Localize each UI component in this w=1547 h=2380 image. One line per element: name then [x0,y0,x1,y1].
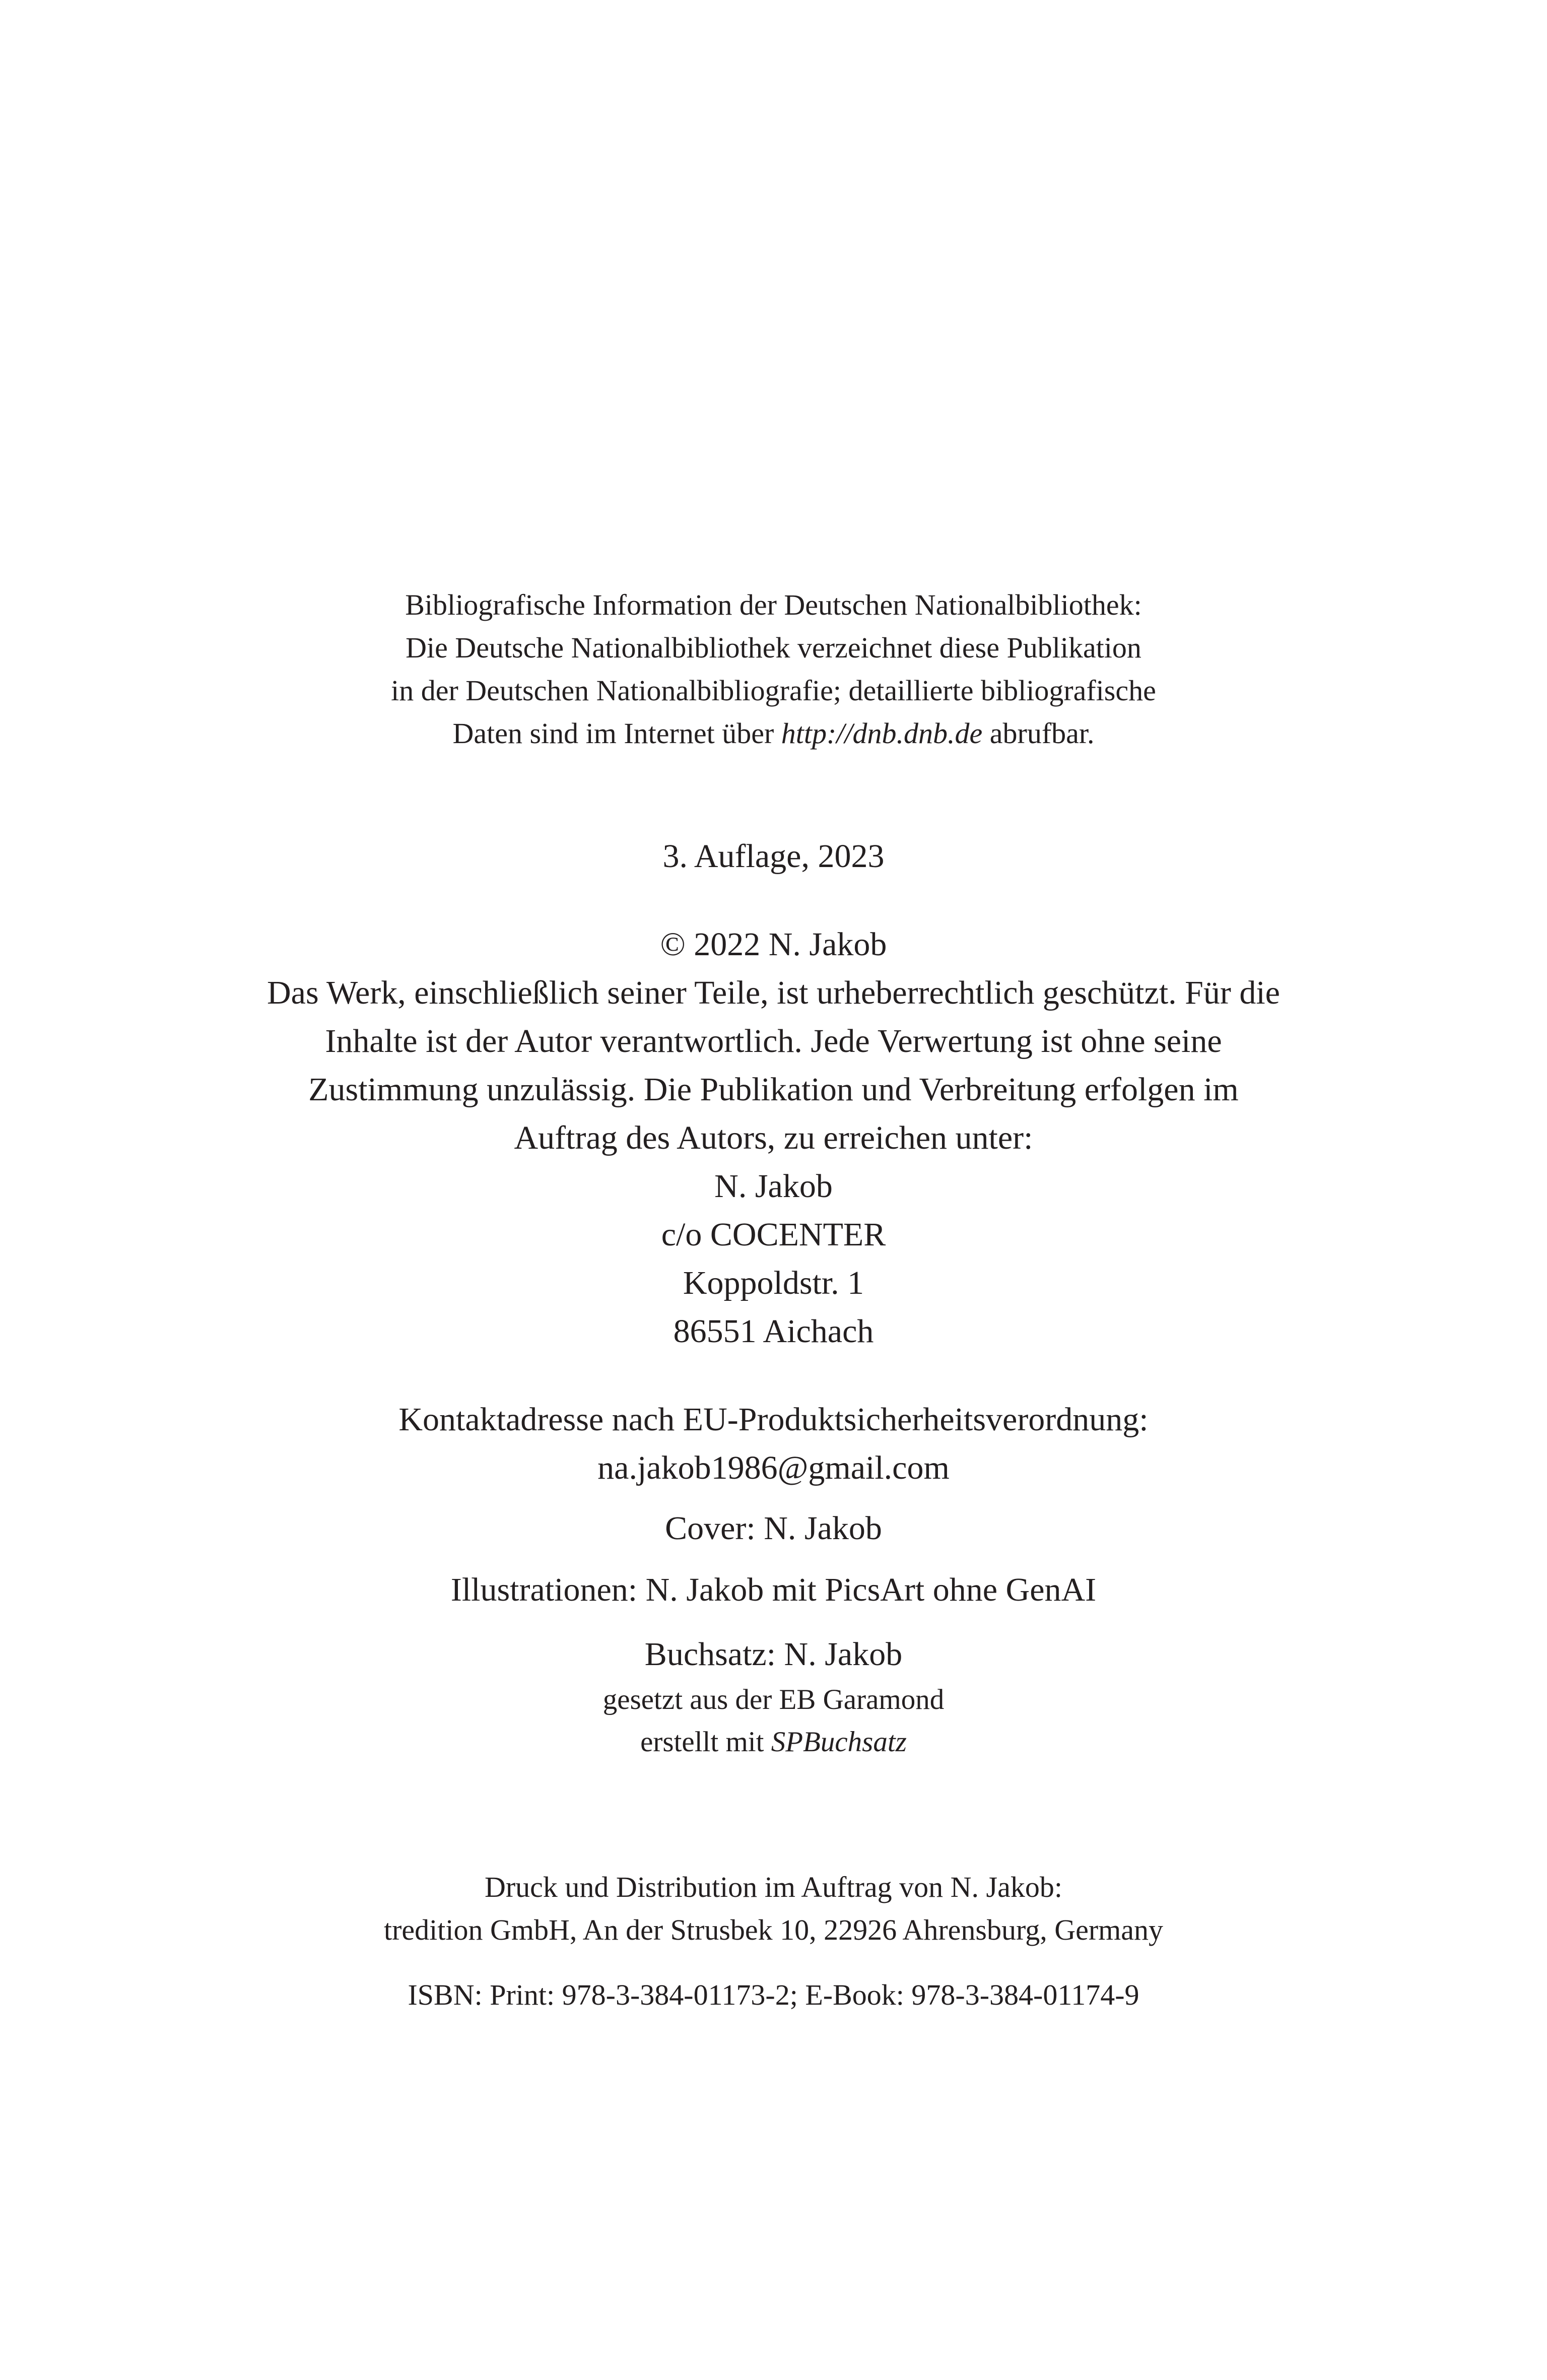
edition-line [0,832,1547,881]
isbn-text: ISBN: Print: 978-3-384-01173-2; E-Book: 978-3-384-01174-9 [408,1978,1139,2011]
contact-email[interactable]: na.jakob1986@gmail.com [597,1449,950,1486]
cover-credit-text: Cover: N. Jakob [665,1510,882,1547]
author-address-line: Koppoldstr. 1 [683,1265,864,1301]
copyright-notice: © 2022 N. Jakob [660,926,887,963]
dnb-notice-suffix: abrufbar. [982,717,1095,750]
edition-text: 3. Auflage, 2023 [662,838,885,875]
author-address-line: 86551 Aichach [673,1313,874,1350]
dnb-url-link[interactable]: http://dnb.dnb.de [781,717,983,750]
author-address-line: c/o COCENTER [661,1216,886,1253]
dnb-notice-line: in der Deutschen Nationalbibliografie; detaillierte bibliografische [391,674,1156,707]
distribution-line: tredition GmbH, An der Strusbek 10, 22926 Ahrensburg, Germany [383,1913,1164,1946]
dnb-notice-line [0,712,1547,755]
cover-credit [0,1504,1547,1553]
typesetting-section [0,1630,1547,1763]
copyright-section [0,920,1547,1356]
dnb-notice-line: Bibliografische Information der Deutschen Nationalbibliothek: [405,588,1142,621]
dnb-notice [0,583,1547,755]
dnb-notice-prefix: Daten sind im Internet über [452,717,781,750]
illustrations-credit-text: Illustrationen: N. Jakob mit PicsArt ohne GenAI [450,1571,1097,1608]
tool-line [0,1721,1547,1763]
contact-section [0,1396,1547,1492]
dnb-notice-line: Die Deutsche Nationalbibliothek verzeichnet diese Publikation [406,631,1141,664]
typesetting-credit: Buchsatz: N. Jakob [644,1636,903,1673]
illustrations-credit [0,1566,1547,1614]
author-address-line: N. Jakob [714,1168,833,1205]
distribution-section [0,1866,1547,1951]
copyright-text-line: Inhalte ist der Autor verantwortlich. Jede Verwertung ist ohne seine [325,1023,1222,1060]
copyright-text-line: Das Werk, einschließlich seiner Teile, ist urheberrechtlich geschützt. Für die [267,974,1280,1011]
font-note: gesetzt aus der EB Garamond [602,1684,945,1715]
isbn-line [0,1973,1547,2016]
tool-name-logo: SPBuchsatz [771,1726,907,1758]
copyright-text-line: Zustimmung unzulässig. Die Publikation und Verbreitung erfolgen im [308,1071,1239,1108]
distribution-line: Druck und Distribution im Auftrag von N. Jakob: [484,1871,1062,1903]
tool-prefix: erstellt mit [640,1726,771,1758]
copyright-text-line: Auftrag des Autors, zu erreichen unter: [514,1119,1033,1156]
contact-label: Kontaktadresse nach EU-Produktsicherheitsverordnung: [398,1401,1149,1438]
